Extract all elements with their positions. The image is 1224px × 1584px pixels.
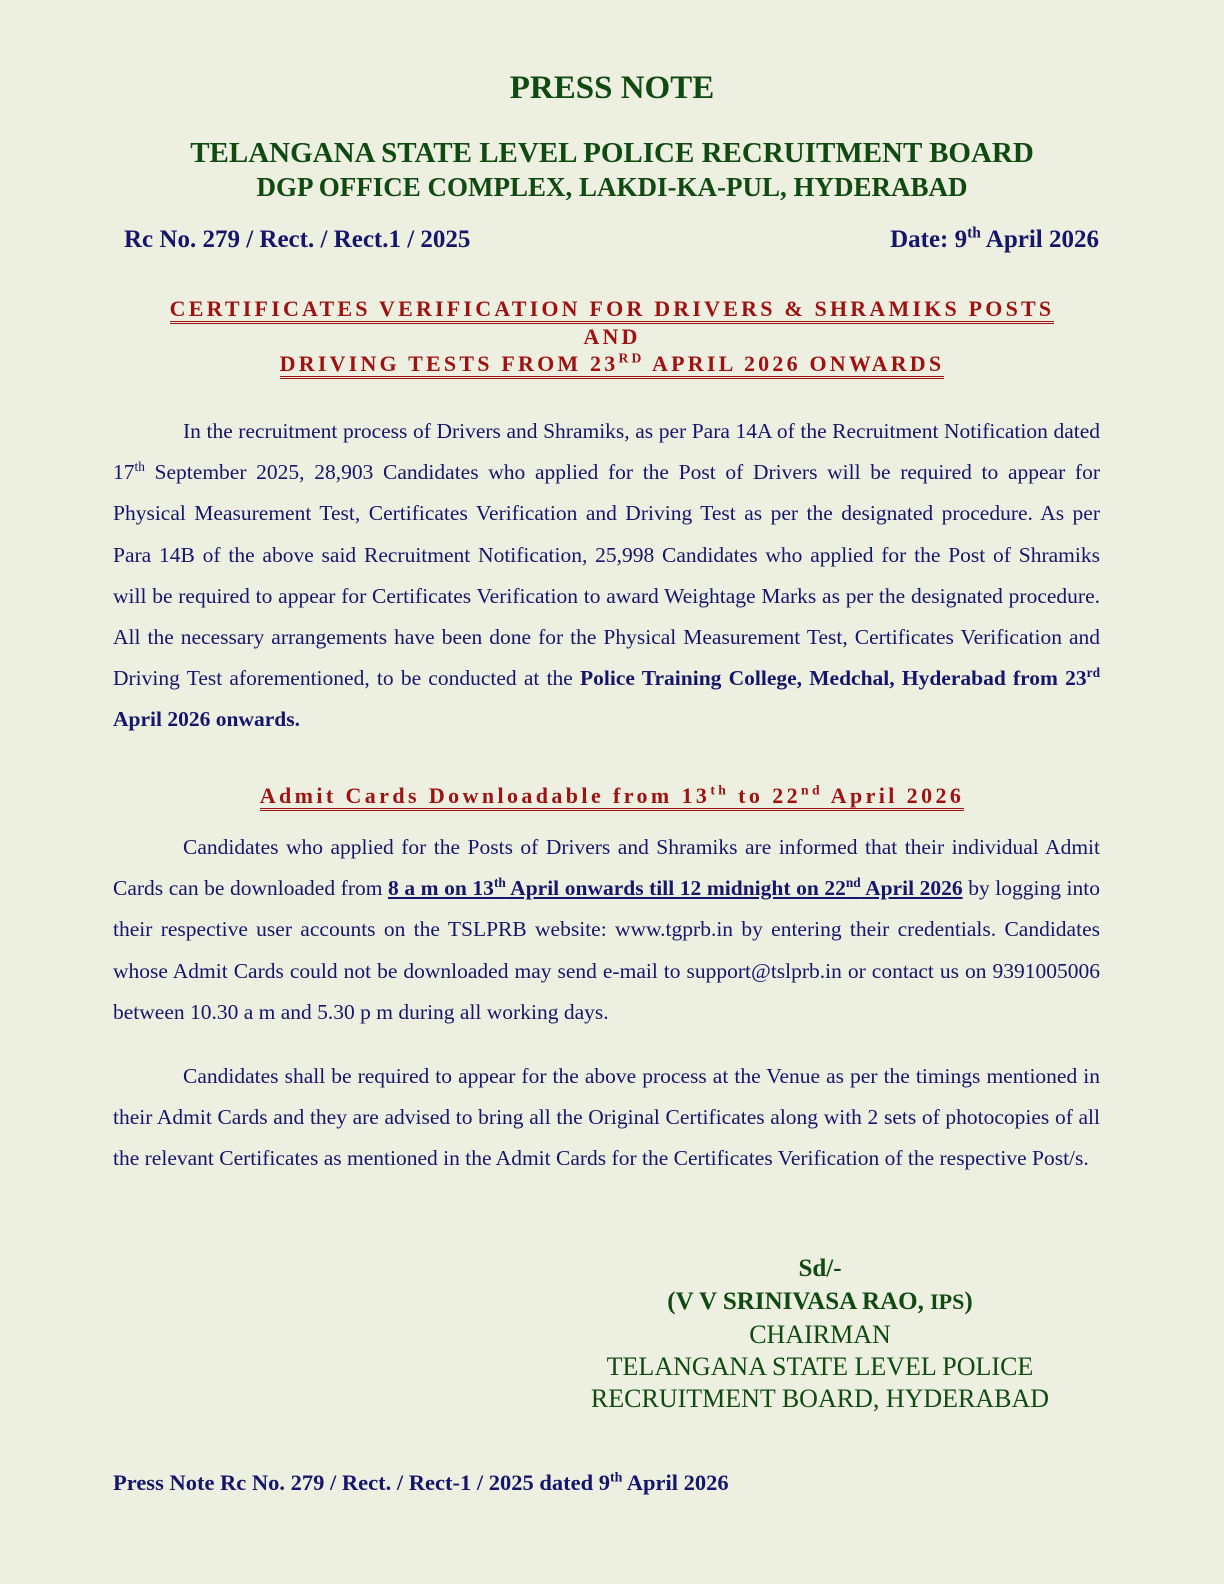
signatory-org-line2: RECRUITMENT BOARD, HYDERABAD [590,1384,1050,1413]
heading-admit-sup1: th [710,782,730,798]
para1-bold-sup: rd [1086,665,1100,681]
date-suffix: April 2026 [980,226,1099,253]
para2-text-a: Candidates who applied for the Posts of Drivers and Shramiks are informed that their individual Admit Cards can be downloaded from [113,835,1100,901]
heading-admit-text [260,783,965,811]
signatory-name-suffix: ) [964,1288,973,1315]
heading-cv-and: AND [583,324,641,349]
para1-text-a: In the recruitment process of Drivers and Shramiks, as per Para 14A of the Recruitment Notification dated 17 [113,419,1100,485]
para1-sup-a: th [134,459,145,475]
rc-number: Rc No. 279 / Rect. / Rect.1 / 2025 [124,226,471,253]
para2-ul-a: 8 a m on 13 [388,876,494,901]
signatory-org-line1: TELANGANA STATE LEVEL POLICE [606,1352,1034,1381]
para2-text-b: by logging into their respective user accounts on the TSLPRB website: www.tgprb.in by entering their credentials. Candidates whose Admit Cards could not be downloaded may send e-mail to support@tslprb.in or contact us on 9391005006 between 10.30 a m and 5.30 p m during all working days. [113,876,1100,1024]
heading-cv-text3-suffix: APRIL 2026 ONWARDS [644,351,945,376]
paragraph-admit-cards [113,827,1100,1033]
para2-ul-sup2: nd [845,875,861,891]
signatory-name [560,1285,1080,1319]
heading-cv-text1: CERTIFICATES VERIFICATION FOR DRIVERS & SHRAMIKS POSTS [170,296,1055,324]
reference-line [124,226,1099,254]
para2-ul-c: April 2026 [860,876,963,901]
signature-block [560,1253,1080,1415]
heading-cv-text3 [280,351,945,379]
para2-ul-b: April onwards till 12 midnight on 22 [505,876,846,901]
para1-bold-b: April 2026 onwards. [113,707,300,732]
paragraph-recruitment-process [113,411,1100,741]
footer-prefix: Press Note Rc No. 279 / Rect. / Rect-1 / 2025 dated 9 [113,1470,610,1495]
board-name: TELANGANA STATE LEVEL POLICE RECRUITMENT BOARD [190,137,1034,169]
footer-sup: th [609,1470,623,1486]
paragraph-venue-instructions [113,1056,1100,1180]
heading-admit-suffix: April 2026 [822,783,965,808]
para1-bold-a: Police Training College, Medchal, Hyderabad from 23 [580,666,1087,691]
issue-date [890,226,1099,254]
page-title: PRESS NOTE [509,70,715,106]
heading-admit-middle: to 22 [729,783,801,808]
para1-text-b: September 2025, 28,903 Candidates who applied for the Post of Drivers will be required to appear for Physical Measurement Test, Certificates Verification and Driving Test as per the designated procedure. As per Para 14B of the above said Recruitment Notification, 25,998 Candidates who applied for the Post of Shramiks will be required to appear for Certificates Verification to award Weightage Marks as per the designated procedure. All the necessary arrangements have been done for the Physical Measurement Test, Certificates Verification and Driving Test aforementioned, to be conducted at the [113,460,1100,691]
heading-cv-text3-prefix: DRIVING TESTS FROM 23 [279,351,619,376]
para2-ul-sup1: th [493,875,506,891]
heading-cv-line2 [0,324,1224,350]
heading-cv-line3 [0,351,1224,377]
signature-sd: Sd/- [798,1255,842,1282]
heading-admit-cards [0,783,1224,809]
board-address: DGP OFFICE COMPLEX, LAKDI-KA-PUL, HYDERABAD [256,172,968,202]
signatory-name-prefix: (V V SRINIVASA RAO, [667,1288,931,1315]
heading-admit-prefix: Admit Cards Downloadable from 13 [259,783,711,808]
heading-cv-text3-sup: RD [618,350,645,366]
signatory-ips: IPS [930,1289,965,1314]
heading-cv-line1 [0,296,1224,322]
para3-text: Candidates shall be required to appear for the above process at the Venue as per the timings mentioned in their Admit Cards and they are advised to bring all the Original Certificates along with 2 sets of photocopies of all the relevant Certificates as mentioned in the Admit Cards for the Certificates Verification of the respective Post/s. [113,1064,1100,1171]
date-prefix: Date: 9 [890,226,968,253]
board-header [0,136,1224,204]
heading-admit-sup2: nd [801,782,823,798]
date-sup: th [967,224,981,242]
signatory-role: CHAIRMAN [749,1320,891,1349]
footer-suffix: April 2026 [622,1470,729,1495]
download-window [388,876,963,900]
footer-reference [113,1470,729,1496]
